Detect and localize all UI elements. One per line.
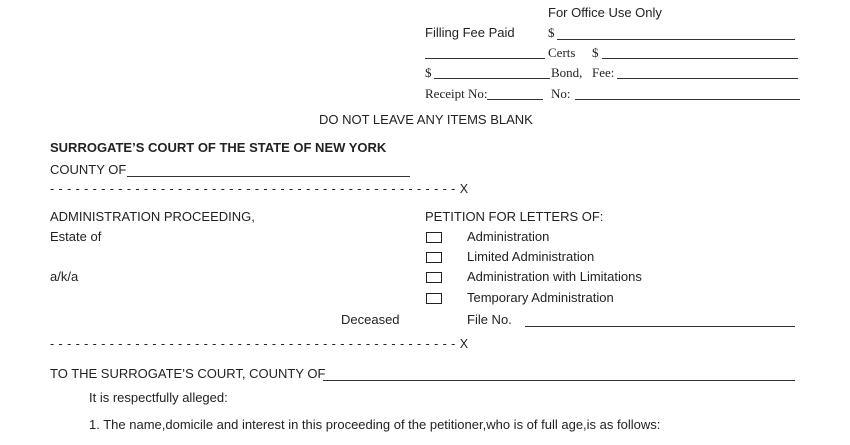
certs-amount-field[interactable] bbox=[602, 58, 798, 59]
option-administration: Administration bbox=[467, 229, 550, 244]
item-1-text: 1. The name,domicile and interest in this proceeding of the petitioner,who is of full age,is as follows: bbox=[89, 417, 661, 432]
certs-dollar: $ bbox=[592, 45, 599, 60]
fee-field[interactable] bbox=[617, 78, 798, 79]
certs-count-field[interactable] bbox=[425, 58, 545, 59]
county-label: COUNTY OF bbox=[50, 162, 127, 177]
no-label: No: bbox=[551, 86, 571, 101]
county-field[interactable] bbox=[127, 176, 410, 177]
alleged-text: It is respectfully alleged: bbox=[89, 390, 228, 405]
checkbox-administration-with-limitations[interactable] bbox=[426, 272, 442, 283]
deceased-label: Deceased bbox=[341, 312, 400, 327]
bond-label: Bond, bbox=[551, 65, 583, 80]
fee-label: Fee: bbox=[592, 65, 615, 80]
aka-label: a/k/a bbox=[50, 269, 79, 284]
option-limited-administration: Limited Administration bbox=[467, 249, 595, 264]
checkbox-limited-administration[interactable] bbox=[426, 252, 442, 263]
file-no-label: File No. bbox=[467, 312, 512, 327]
receipt-field[interactable] bbox=[487, 99, 543, 100]
receipt-label: Receipt No: bbox=[425, 86, 488, 101]
notice-text: DO NOT LEAVE ANY ITEMS BLANK bbox=[319, 112, 533, 127]
court-title: SURROGATE’S COURT OF THE STATE OF NEW YORK bbox=[50, 140, 387, 155]
no-field[interactable] bbox=[575, 99, 800, 100]
filing-fee-label: Filling Fee Paid bbox=[425, 25, 515, 40]
certs-label: Certs bbox=[548, 45, 576, 60]
bond-amount-field[interactable] bbox=[434, 78, 550, 79]
to-court-label: TO THE SURROGATE’S COURT, COUNTY OF bbox=[50, 366, 326, 381]
estate-of-label: Estate of bbox=[50, 229, 102, 244]
checkbox-administration[interactable] bbox=[426, 232, 442, 243]
proceeding-label: ADMINISTRATION PROCEEDING, bbox=[50, 209, 255, 224]
caption-separator-top: - - - - - - - - - - - - - - - - - - - - - - - - - - - - - - - - - - - - - - - - - - - - - - - - X bbox=[50, 182, 469, 196]
office-use-header: For Office Use Only bbox=[548, 5, 662, 20]
petition-heading: PETITION FOR LETTERS OF: bbox=[425, 209, 604, 224]
filing-fee-dollar: $ bbox=[548, 25, 555, 40]
option-administration-with-limitations: Administration with Limitations bbox=[467, 269, 642, 284]
file-no-field[interactable] bbox=[525, 326, 795, 327]
checkbox-temporary-administration[interactable] bbox=[426, 293, 442, 304]
option-temporary-administration: Temporary Administration bbox=[467, 290, 614, 305]
to-court-county-field[interactable] bbox=[323, 380, 795, 381]
bond-dollar: $ bbox=[425, 65, 432, 80]
caption-separator-bottom: - - - - - - - - - - - - - - - - - - - - - - - - - - - - - - - - - - - - - - - - - - - - - - - - X bbox=[50, 337, 469, 351]
filing-fee-field[interactable] bbox=[557, 39, 795, 40]
